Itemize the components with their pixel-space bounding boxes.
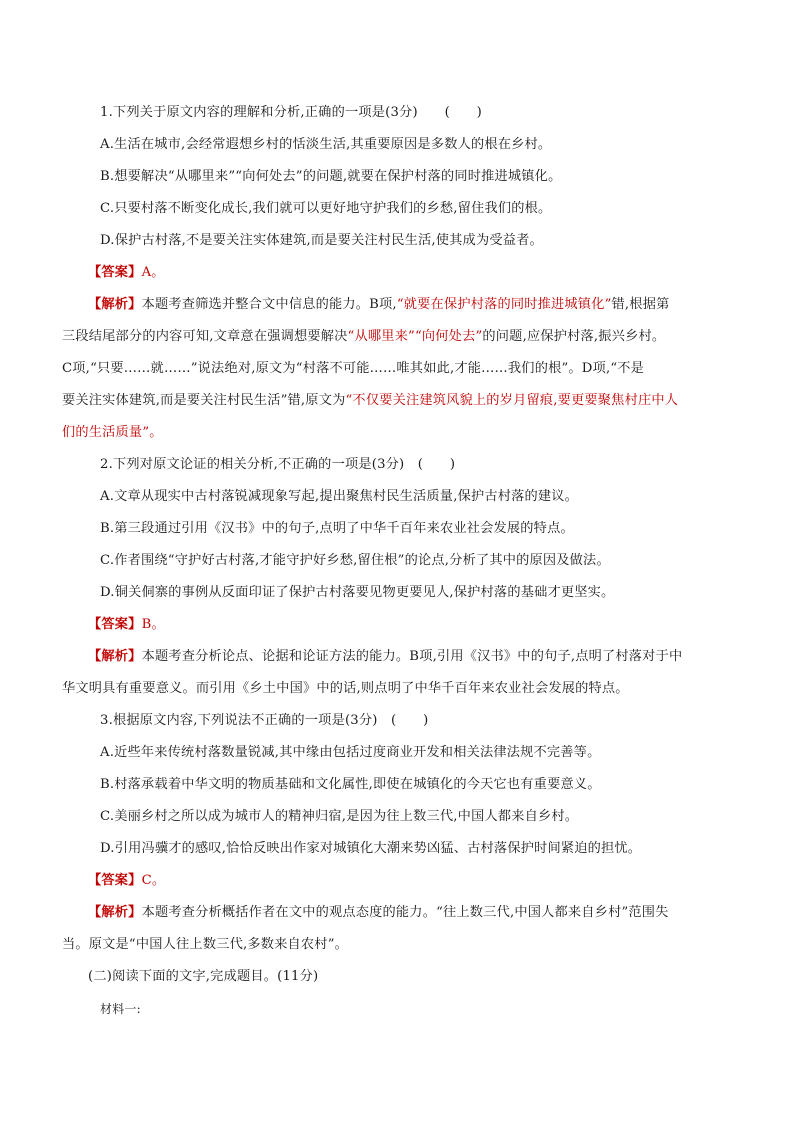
q2-analysis-line-1	[88, 648, 718, 666]
q2-answer	[88, 616, 718, 634]
answer-tag: 【答案】	[88, 617, 142, 632]
section-heading: (二)阅读下面的文字,完成题目。(11分)	[88, 969, 319, 984]
q1-analysis-line-2	[62, 328, 692, 346]
q2-option-d: D.铜关侗寨的事例从反面印证了保护古村落要见物更要见人,保护村落的基础才更坚实。	[100, 585, 615, 600]
analysis-quote: “就要在保护村落的同时推进城镇化”	[396, 297, 612, 312]
answer-tag: 【答案】	[88, 873, 142, 888]
q2-option-a: A.文章从现实中古村落锐减现象写起,提出聚焦村民生活质量,保护古村落的建议。	[100, 489, 579, 504]
analysis-text: 的问题,应保护村落,振兴乡村。	[482, 329, 666, 344]
q1-analysis-line-1	[88, 296, 718, 314]
analysis-text: 本题考查分析概括作者在文中的观点态度的能力。“往上数三代,中国人都来自乡村”范围失	[141, 905, 669, 920]
answer-value: B。	[141, 617, 165, 632]
q1-analysis-line-5	[62, 424, 692, 442]
q3-analysis-line-1	[88, 904, 718, 922]
q2-analysis-line-2: 华文明具有重要意义。而引用《乡土中国》中的话,则点明了中华千百年来农业社会发展的特点。	[62, 681, 629, 696]
q1-option-a: A.生活在城市,会经常遐想乡村的恬淡生活,其重要原因是多数人的根在乡村。	[100, 137, 552, 152]
analysis-quote: 们的生活质量”。	[62, 425, 163, 440]
analysis-text: 三段结尾部分的内容可知,文章意在强调想要解决	[62, 329, 348, 344]
answer-value: C。	[141, 873, 166, 888]
q2-option-b: B.第三段通过引用《汉书》中的句子,点明了中华千百年来农业社会发展的特点。	[100, 521, 574, 536]
q1-analysis-line-3: C项,“只要……就……”说法绝对,原文为“村落不可能……唯其如此,才能……我们的根”。D项,“不是	[62, 361, 645, 376]
q1-answer	[88, 264, 718, 282]
q1-option-b: B.想要解决“从哪里来”“向何处去”的问题,就要在保护村落的同时推进城镇化。	[100, 169, 562, 184]
q2-option-c: C.作者围绕“守护好古村落,才能守护好乡愁,留住根”的论点,分析了其中的原因及做法。	[100, 553, 610, 568]
analysis-tag: 【解析】	[88, 649, 142, 664]
analysis-text: 本题考查分析论点、论据和论证方法的能力。B项,引用《汉书》中的句子,点明了村落对于中	[141, 649, 683, 664]
analysis-tag: 【解析】	[88, 905, 142, 920]
q2-stem: 2.下列对原文论证的相关分析,不正确的一项是(3分) ( )	[100, 457, 456, 472]
material-label: 材料一:	[100, 1002, 141, 1016]
q3-stem: 3.根据原文内容,下列说法不正确的一项是(3分) ( )	[100, 713, 429, 728]
analysis-text: 错,根据第	[611, 297, 670, 312]
analysis-quote: “从哪里来”“向何处去”	[347, 329, 483, 344]
q3-option-a: A.近些年来传统村落数量锐减,其中缘由包括过度商业开发和相关法律法规不完善等。	[100, 745, 601, 760]
analysis-text: 本题考查筛选并整合文中信息的能力。B项,	[141, 297, 397, 312]
analysis-tag: 【解析】	[88, 297, 142, 312]
answer-tag: 【答案】	[88, 265, 142, 280]
q3-answer	[88, 872, 718, 890]
analysis-text: 要关注实体建筑,而是要关注村民生活”错,原文为	[62, 393, 346, 408]
q3-option-d: D.引用冯骥才的感叹,恰恰反映出作家对城镇化大潮来势凶猛、古村落保护时间紧迫的担忧。	[100, 841, 642, 856]
q3-option-c: C.美丽乡村之所以成为城市人的精神归宿,是因为往上数三代,中国人都来自乡村。	[100, 809, 579, 824]
q3-option-b: B.村落承载着中华文明的物质基础和文化属性,即使在城镇化的今天它也有重要意义。	[100, 777, 601, 792]
q1-option-c: C.只要村落不断变化成长,我们就可以更好地守护我们的乡愁,留住我们的根。	[100, 201, 552, 216]
q3-analysis-line-2: 当。原文是“中国人往上数三代,多数来自农村”。	[62, 937, 349, 952]
q1-option-d: D.保护古村落,不是要关注实体建筑,而是要关注村民生活,使其成为受益者。	[100, 233, 543, 248]
q1-stem: 1.下列关于原文内容的理解和分析,正确的一项是(3分) ( )	[100, 105, 483, 120]
answer-value: A。	[141, 265, 165, 280]
q1-analysis-line-4	[62, 392, 692, 410]
analysis-quote: “不仅要关注建筑风貌上的岁月留痕,要更要聚焦村庄中人	[345, 393, 679, 408]
